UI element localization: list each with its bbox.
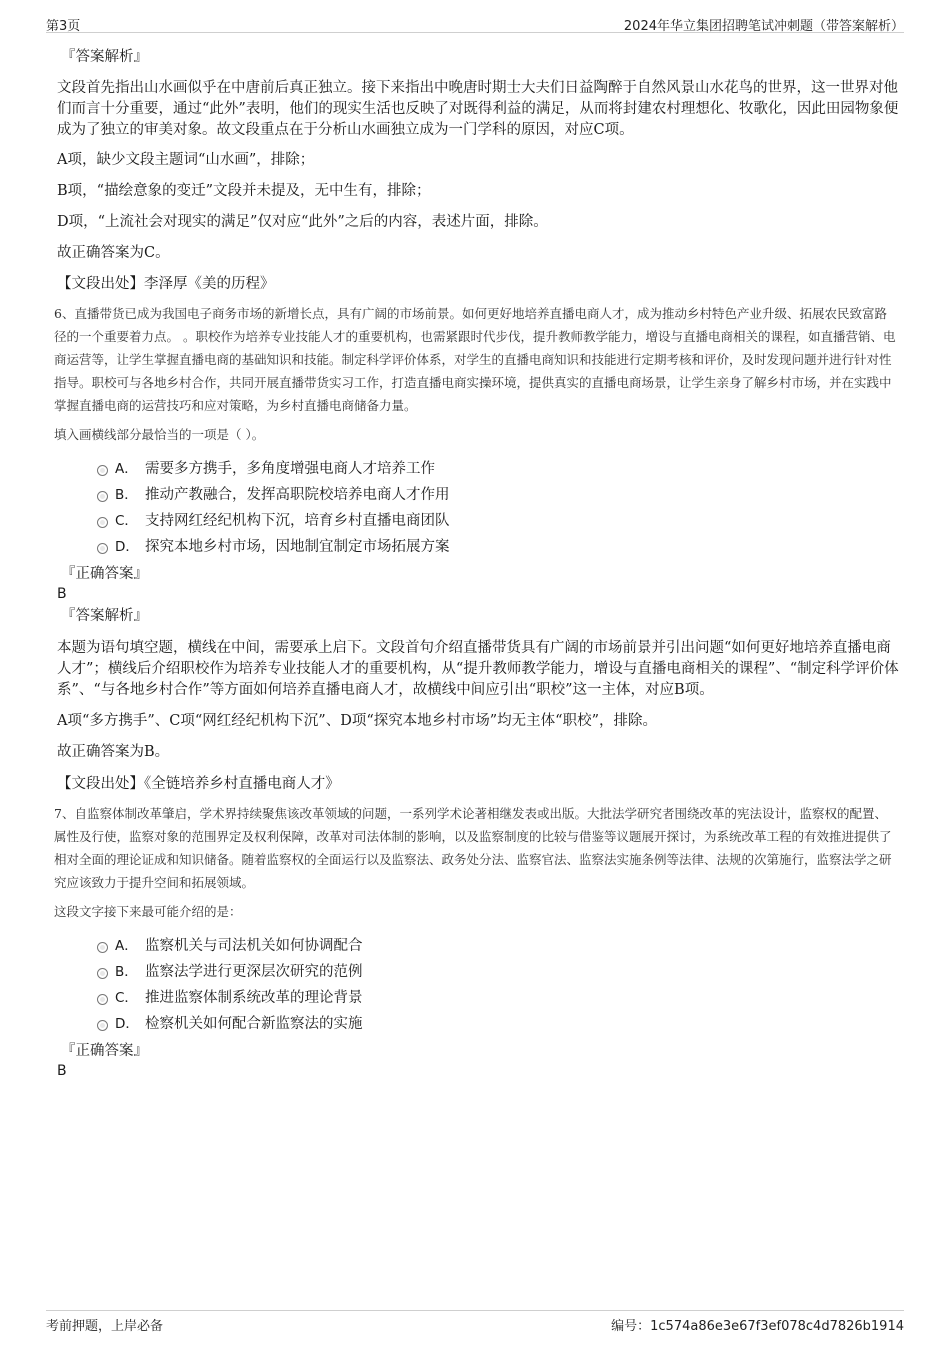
options-list (57, 933, 899, 1037)
radio-icon[interactable] (97, 942, 108, 953)
page-header (46, 14, 904, 33)
radio-icon[interactable] (97, 968, 108, 979)
option-text: 探究本地乡村市场，因地制宜制定市场拓展方案 (145, 539, 450, 555)
question-stem: 6、直播带货已成为我国电子商务市场的新增长点，具有广阔的市场前景。如何更好地培养直播电商人才，成为推动乡村特色产业升级、拓展农民致富路径的一个重要着力点。 。职校作为培养专业技能人才的重要机构，也需紧跟时代步伐，提升教师教学能力，增设与直播电商相关的课程，如直播营销、电商运营等，让学生掌握直播电商的基础知识和技能。制定科学评价体系，对学生的直播电商知识和技能进行定期考核和评价，及时发现问题并进行针对性指导。职校可与各地乡村合作，共同开展直播带货实习工作，打造直播电商实操环境，提供真实的直播电商场景，让学生亲身了解乡村市场，并在实践中掌握直播电商的运营技巧和应对策略，为乡村直播电商储备力量。 (54, 306, 896, 413)
question-prompt: 这段文字接下来最可能介绍的是： (54, 904, 242, 919)
radio-icon[interactable] (97, 1020, 108, 1031)
analysis-text: 文段首先指出山水画似乎在中唐前后真正独立。接下来指出中晚唐时期士大夫们日益陶醉于自然风景山水花鸟的世界，这一世界对他们而言十分重要，通过“此外”表明，他们的现实生活也反映了对既得利益的满足，从而将封建农村理想化、牧歌化，因此田园物象便成为了独立的审美对象。故文段重点在于分析山水画独立成为一门学科的原因，对应C项。 (57, 80, 899, 138)
question-stem: 7、自监察体制改革肇启，学术界持续聚焦该改革领域的问题，一系列学术论著相继发表或出版。大批法学研究者围绕改革的宪法设计，监察权的配置、属性及行使，监察对象的范围界定及权利保障，改革对司法体制的影响，以及监察制度的比较与借鉴等议题展开探讨，为系统改革工程的有效推进提供了相对全面的理论证成和知识储备。随着监察权的全面运行以及监察法、政务处分法、监察官法、监察法实施条例等法律、法规的次第施行，监察法学之研究应该致力于提升空间和拓展领域。 (54, 806, 892, 890)
analysis-exclusion: A项“多方携手”、C项“网红经纪机构下沉”、D项“探究本地乡村市场”均无主体“职校”，排除。 (57, 713, 657, 729)
analysis-conclusion: 故正确答案为C。 (57, 245, 170, 261)
option-b[interactable] (57, 482, 899, 508)
section-prev-analysis (57, 47, 899, 295)
option-b[interactable] (57, 959, 899, 985)
radio-icon[interactable] (97, 543, 108, 554)
option-letter: A． (115, 938, 138, 954)
option-text: 需要多方携手，多角度增强电商人才培养工作 (145, 461, 435, 477)
option-letter: D． (115, 1016, 139, 1032)
question-7 (54, 802, 899, 1081)
footer-slogan: 考前押题，上岸必备 (46, 1319, 164, 1334)
option-letter: A． (115, 461, 138, 477)
radio-icon[interactable] (97, 517, 108, 528)
analysis-item-d: D项，“上流社会对现实的满足”仅对应“此外”之后的内容，表述片面，排除。 (57, 214, 548, 230)
radio-icon[interactable] (97, 994, 108, 1005)
analysis-label: 『答案解析』 (61, 608, 148, 624)
correct-answer-value: B (57, 1063, 67, 1079)
radio-icon[interactable] (97, 465, 108, 476)
question-6 (54, 302, 899, 795)
option-text: 推进监察体制系统改革的理论背景 (145, 990, 363, 1006)
analysis-source: 【文段出处】《全链培养乡村直播电商人才》 (57, 776, 340, 792)
option-letter: C． (115, 513, 138, 529)
document-serial: 编号：1c574a86e3e67f3ef078c4d7826b1914 (611, 1319, 904, 1334)
option-d[interactable] (57, 1011, 899, 1037)
option-text: 监察法学进行更深层次研究的范例 (145, 964, 363, 980)
correct-answer-label: 『正确答案』 (61, 1043, 148, 1059)
analysis-label: 『答案解析』 (61, 49, 148, 65)
option-a[interactable] (57, 933, 899, 959)
analysis-source: 【文段出处】李泽厚《美的历程》 (57, 276, 275, 292)
options-list (57, 456, 899, 560)
option-letter: C． (115, 990, 138, 1006)
option-text: 推动产教融合，发挥高职院校培养电商人才作用 (145, 487, 450, 503)
option-letter: B． (115, 487, 138, 503)
option-text: 监察机关与司法机关如何协调配合 (145, 938, 363, 954)
option-d[interactable] (57, 534, 899, 560)
option-c[interactable] (57, 508, 899, 534)
question-prompt: 填入画横线部分最恰当的一项是（ ）。 (54, 427, 265, 442)
option-letter: B． (115, 964, 138, 980)
correct-answer-label: 『正确答案』 (61, 566, 148, 582)
analysis-conclusion: 故正确答案为B。 (57, 744, 170, 760)
document-title: 2024年华立集团招聘笔试冲刺题（带答案解析） (623, 19, 904, 34)
radio-icon[interactable] (97, 491, 108, 502)
correct-answer-value: B (57, 586, 67, 602)
option-text: 检察机关如何配合新监察法的实施 (145, 1016, 363, 1032)
option-letter: D． (115, 539, 139, 555)
analysis-text: 本题为语句填空题，横线在中间，需要承上启下。文段首句介绍直播带货具有广阔的市场前景并引出问题“如何更好地培养直播电商人才”；横线后介绍职校作为培养专业技能人才的重要机构，从“提升教师教学能力，增设与直播电商相关的课程”、“制定科学评价体系”、“与各地乡村合作”等方面如何培养直播电商人才，故横线中间应引出“职校”这一主体，对应B项。 (57, 640, 899, 698)
page-content (54, 47, 899, 1081)
analysis-item-a: A项，缺少文段主题词“山水画”，排除； (57, 152, 315, 168)
option-c[interactable] (57, 985, 899, 1011)
option-text: 支持网红经纪机构下沉，培育乡村直播电商团队 (145, 513, 450, 529)
analysis-item-b: B项，“描绘意象的变迁”文段并未提及，无中生有，排除； (57, 183, 431, 199)
page-footer (46, 1310, 904, 1334)
option-a[interactable] (57, 456, 899, 482)
page-number: 第3页 (46, 19, 81, 34)
